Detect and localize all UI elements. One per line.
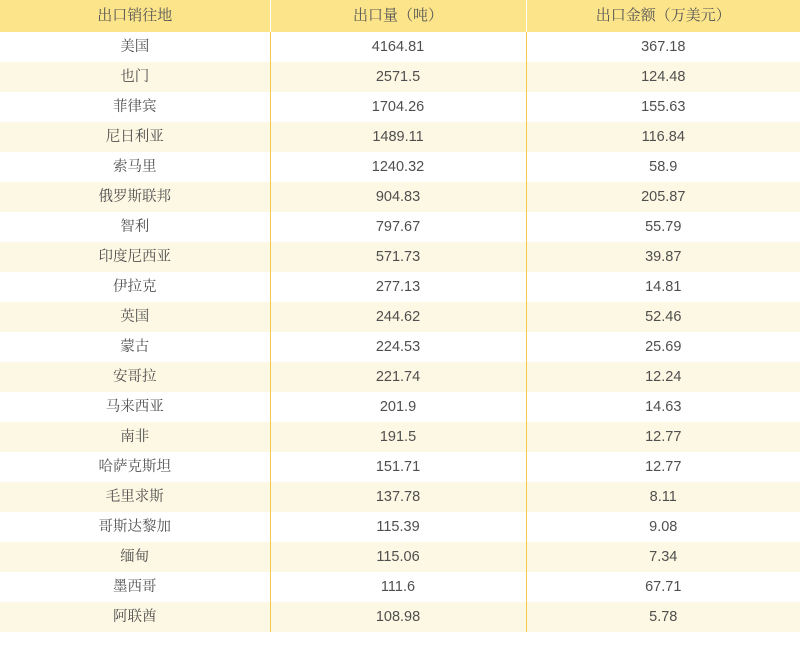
cell-destination: 尼日利亚 (0, 122, 270, 152)
cell-destination: 菲律宾 (0, 92, 270, 122)
cell-volume: 191.5 (270, 422, 526, 452)
cell-volume: 244.62 (270, 302, 526, 332)
table-row (0, 302, 800, 332)
cell-destination: 也门 (0, 62, 270, 92)
cell-destination: 马来西亚 (0, 392, 270, 422)
column-header-destination: 出口销往地 (0, 0, 270, 32)
cell-destination: 印度尼西亚 (0, 242, 270, 272)
cell-volume: 221.74 (270, 362, 526, 392)
table-row (0, 392, 800, 422)
cell-volume: 2571.5 (270, 62, 526, 92)
cell-amount: 9.08 (526, 512, 800, 542)
table-row (0, 452, 800, 482)
cell-amount: 25.69 (526, 332, 800, 362)
cell-volume: 1489.11 (270, 122, 526, 152)
table-row (0, 482, 800, 512)
cell-amount: 55.79 (526, 212, 800, 242)
cell-destination: 南非 (0, 422, 270, 452)
cell-volume: 224.53 (270, 332, 526, 362)
cell-volume: 4164.81 (270, 32, 526, 62)
cell-amount: 58.9 (526, 152, 800, 182)
cell-amount: 12.77 (526, 452, 800, 482)
cell-volume: 1704.26 (270, 92, 526, 122)
cell-amount: 12.77 (526, 422, 800, 452)
cell-amount: 205.87 (526, 182, 800, 212)
cell-destination: 哈萨克斯坦 (0, 452, 270, 482)
cell-amount: 8.11 (526, 482, 800, 512)
table-row (0, 152, 800, 182)
cell-volume: 108.98 (270, 602, 526, 632)
table-row (0, 182, 800, 212)
cell-volume: 1240.32 (270, 152, 526, 182)
table-row (0, 212, 800, 242)
cell-amount: 7.34 (526, 542, 800, 572)
table-row (0, 362, 800, 392)
cell-destination: 英国 (0, 302, 270, 332)
table-header-row (0, 0, 800, 32)
cell-volume: 137.78 (270, 482, 526, 512)
column-header-volume: 出口量（吨） (270, 0, 526, 32)
cell-volume: 797.67 (270, 212, 526, 242)
cell-volume: 201.9 (270, 392, 526, 422)
cell-amount: 12.24 (526, 362, 800, 392)
cell-destination: 缅甸 (0, 542, 270, 572)
table-row (0, 542, 800, 572)
table-row (0, 572, 800, 602)
cell-volume: 277.13 (270, 272, 526, 302)
cell-volume: 115.39 (270, 512, 526, 542)
cell-destination: 毛里求斯 (0, 482, 270, 512)
cell-amount: 367.18 (526, 32, 800, 62)
table-row (0, 512, 800, 542)
cell-destination: 哥斯达黎加 (0, 512, 270, 542)
table-row (0, 122, 800, 152)
cell-destination: 阿联酋 (0, 602, 270, 632)
table-row (0, 242, 800, 272)
cell-volume: 115.06 (270, 542, 526, 572)
cell-amount: 116.84 (526, 122, 800, 152)
table-row (0, 332, 800, 362)
cell-destination: 伊拉克 (0, 272, 270, 302)
cell-amount: 39.87 (526, 242, 800, 272)
cell-destination: 美国 (0, 32, 270, 62)
cell-volume: 571.73 (270, 242, 526, 272)
cell-destination: 俄罗斯联邦 (0, 182, 270, 212)
cell-amount: 52.46 (526, 302, 800, 332)
cell-destination: 墨西哥 (0, 572, 270, 602)
cell-amount: 14.63 (526, 392, 800, 422)
table-row (0, 32, 800, 62)
cell-amount: 124.48 (526, 62, 800, 92)
table-header (0, 0, 800, 32)
table-body (0, 32, 800, 632)
cell-volume: 904.83 (270, 182, 526, 212)
table-row (0, 272, 800, 302)
cell-amount: 155.63 (526, 92, 800, 122)
cell-destination: 安哥拉 (0, 362, 270, 392)
cell-amount: 67.71 (526, 572, 800, 602)
table-row (0, 422, 800, 452)
cell-destination: 索马里 (0, 152, 270, 182)
table-row (0, 92, 800, 122)
cell-destination: 蒙古 (0, 332, 270, 362)
cell-destination: 智利 (0, 212, 270, 242)
column-header-amount: 出口金额（万美元） (526, 0, 800, 32)
table-row (0, 602, 800, 632)
cell-amount: 14.81 (526, 272, 800, 302)
table-row (0, 62, 800, 92)
cell-volume: 151.71 (270, 452, 526, 482)
cell-amount: 5.78 (526, 602, 800, 632)
cell-volume: 111.6 (270, 572, 526, 602)
